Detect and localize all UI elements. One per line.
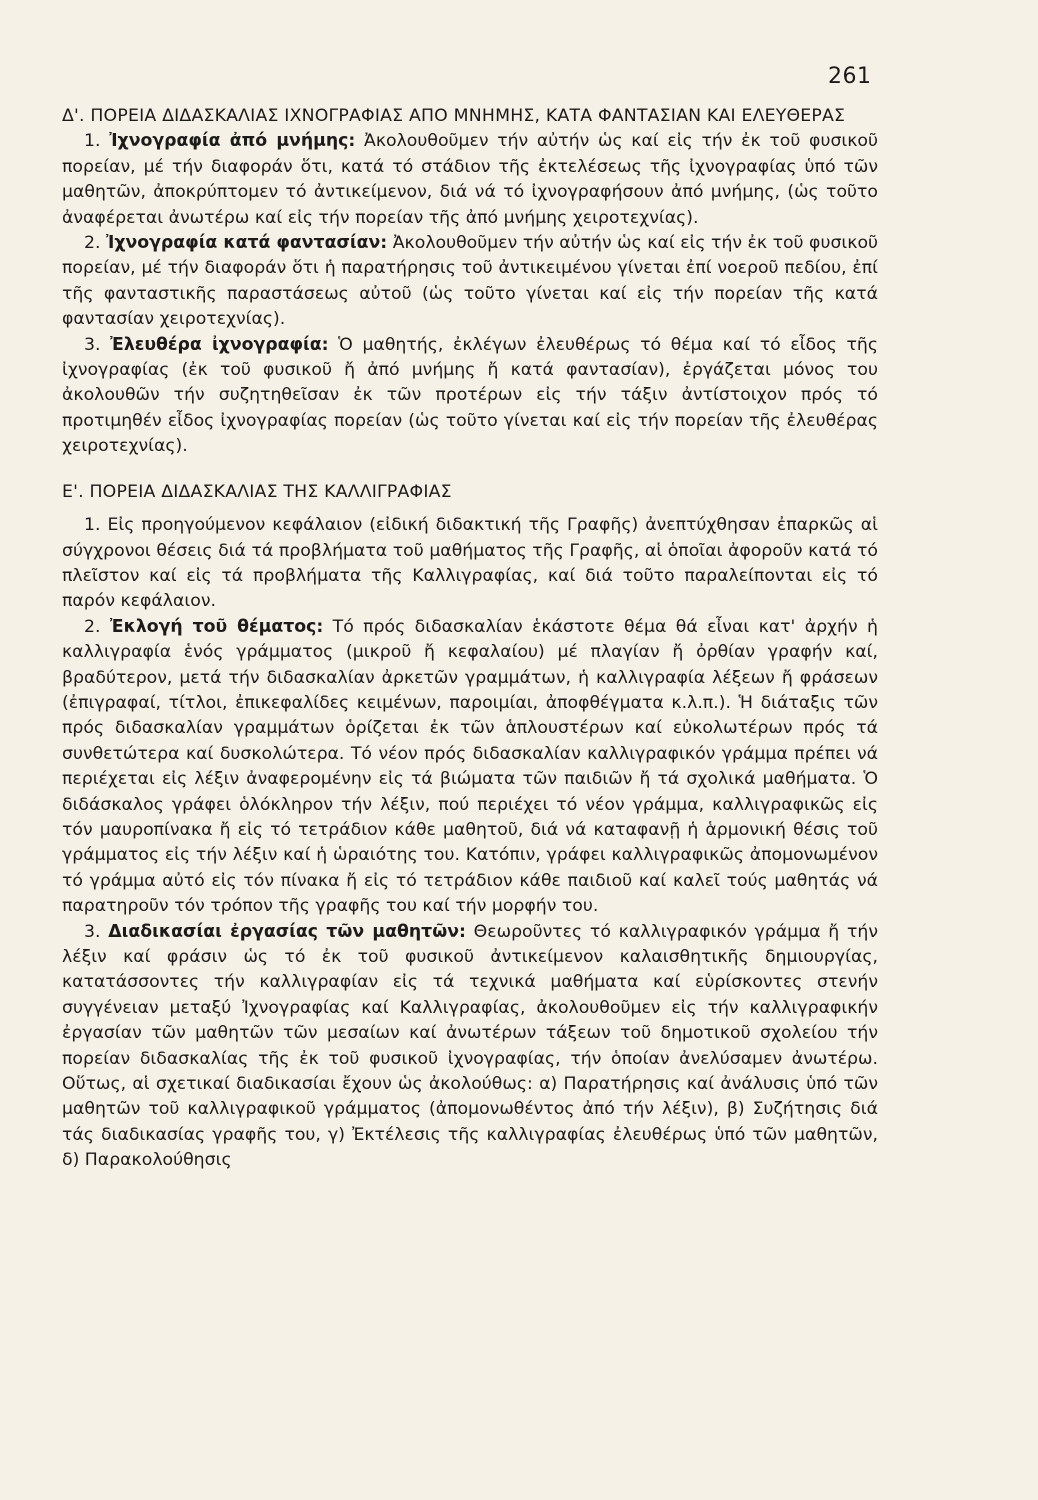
page-number: 261 [828, 64, 872, 89]
page-content [62, 104, 878, 1174]
item-heading: Ἰχνογραφία ἀπό μνήμης: [109, 131, 356, 152]
section-e-title: Ε'. ΠΟΡΕΙΑ ΔΙΔΑΣΚΑΛΙΑΣ ΤΗΣ ΚΑΛΛΙΓΡΑΦΙΑΣ [62, 481, 452, 502]
section-e-item-2 [62, 615, 878, 920]
item-text: Θεωροῦντες τό καλλιγραφικόν γράμμα ἤ τήν λέξιν καί φράσιν ὡς τό ἐκ τοῦ φυσικοῦ ἀντικείμενον καλαισθητικῆς δημιουργίας, κατατάσσοντες τήν καλλιγραφίαν εἰς τά τεχνικά μαθήματα καί εὑρίσκοντες στενήν συγγένειαν μεταξύ Ἰχνογραφίας καί Καλλιγραφίας, ἀκολουθοῦμεν εἰς τήν καλλιγραφικήν ἐργασίαν τῶν μαθητῶν τῶν μεσαίων καί ἀνωτέρων τάξεων τοῦ δημοτικοῦ σχολείου τήν πορείαν διδασκαλίας τῆς ἐκ τοῦ φυσικοῦ ἰχνογραφίας, τήν ὁποίαν ἀνελύσαμεν ἀνωτέρω. Οὕτως, αἱ σχετικαί διαδικασίαι ἔχουν ὡς ἀκολούθως: α) Παρατήρησις καί ἀνάλυσις ὑπό τῶν μαθητῶν τοῦ καλλιγραφικοῦ γράμματος (ἀπομονωθέντος ἀπό τήν λέξιν), β) Συζήτησις διά τάς διαδικασίας γραφῆς του, γ) Ἐκτέλεσις τῆς καλλιγραφίας ἐλευθέρως ὑπό τῶν μαθητῶν, δ) Παρακολούθησις [62, 921, 878, 1171]
section-d-title: Δ'. ΠΟΡΕΙΑ ΔΙΔΑΣΚΑΛΙΑΣ ΙΧΝΟΓΡΑΦΙΑΣ ΑΠΟ ΜΝΗΜΗΣ, ΚΑΤΑ ΦΑΝΤΑΣΙΑΝ ΚΑΙ ΕΛΕΥΘΕΡΑΣ [62, 106, 846, 126]
item-number: 2. [84, 233, 101, 254]
section-e-item-3 [62, 920, 878, 1174]
item-text: Τό πρός διδασκαλίαν ἑκάστοτε θέμα θά εἶναι κατ' ἀρχήν ἡ καλλιγραφία ἑνός γράμματος (μικροῦ ἤ κεφαλαίου) μέ πλαγίαν ἤ ὀρθίαν γραφήν καί, βραδύτερον, μετά τήν διδασκαλίαν ἀρκετῶν γραμμάτων, ἡ καλλιγραφία λέξεων ἤ φράσεων (ἐπιγραφαί, τίτλοι, ἐπικεφαλίδες κειμένων, παροιμίαι, ἀποφθέγματα κ.λ.π.). Ἡ διάταξις τῶν πρός διδασκαλίαν γραμμάτων ὁρίζεται ἐκ τῶν ἁπλουστέρων καί εὐκολωτέρων πρός τά συνθετώτερα καί δυσκολώτερα. Τό νέον πρός διδασκαλίαν καλλιγραφικόν γράμμα πρέπει νά περιέχεται εἰς λέξιν ἀναφερομένην εἰς τά βιώματα τῶν παιδιῶν ἤ τά σχολικά μαθήματα. Ὁ διδάσκαλος γράφει ὁλόκληρον τήν λέξιν, πού περιέχει τό νέον γράμμα, καλλιγραφικῶς εἰς τόν μαυροπίνακα ἤ εἰς τό τετράδιον κάθε μαθητοῦ, διά νά καταφανῇ ἡ ἁρμονική θέσις τοῦ γράμματος εἰς τήν λέξιν καί ἡ ὡραιότης του. Κατόπιν, γράφει καλλιγραφικῶς ἀπομονωμένον τό γράμμα αὐτό εἰς τόν πίνακα ἤ εἰς τό τετράδιον κάθε παιδιοῦ καί καλεῖ τούς μαθητάς νά παρατηροῦν τόν τρόπον τῆς γραφῆς του καί τήν μορφήν του. [62, 616, 878, 917]
item-text: Εἰς προηγούμενον κεφάλαιον (εἰδική διδακτική τῆς Γραφῆς) ἀνεπτύχθησαν ἐπαρκῶς αἱ σύγχρονοι θέσεις διά τά προβλήματα τοῦ μαθήματος τῆς Γραφῆς, αἱ ὁποῖαι ἀφοροῦν κατά τό πλεῖστον καί εἰς τά προβλήματα τῆς Καλλιγραφίας, καί διά τοῦτο παραλείπονται εἰς τό παρόν κεφάλαιον. [62, 515, 878, 612]
item-heading: Ἐλευθέρα ἰχνογραφία: [110, 334, 329, 355]
item-number: 3. [84, 921, 101, 942]
item-text: Ἀκολουθοῦμεν τήν αὐτήν ὡς καί εἰς τήν ἐκ τοῦ φυσικοῦ πορείαν, μέ τήν διαφοράν ὅτι, κατά τό στάδιον τῆς ἐκτελέσεως τῆς ἰχνογραφίας ὑπό τῶν μαθητῶν, ἀποκρύπτομεν τό ἀντικείμενον, διά νά τό ἰχνογραφήσουν ἀπό μνήμης, (ὡς τοῦτο ἀναφέρεται ἀνωτέρω καί εἰς τήν πορείαν τῆς ἀπό μνήμης χειροτεχνίας). [62, 131, 878, 228]
item-heading: Ἐκλογή τοῦ θέματος: [109, 616, 324, 637]
item-text: Ὁ μαθητής, ἐκλέγων ἐλευθέρως τό θέμα καί τό εἶδος τῆς ἰχνογραφίας (ἐκ τοῦ φυσικοῦ ἤ ἀπό μνήμης ἤ κατά φαντασίαν), ἐργάζεται μόνος του ἀκολουθῶν τήν συζητηθεῖσαν ἐκ τῶν προτέρων εἰς τήν τάξιν ἀντίστοιχον πρός τό προτιμηθέν εἶδος ἰχνογραφίας πορείαν (ὡς τοῦτο γίνεται καί εἰς τήν πορείαν τῆς ἐλευθέρας χειροτεχνίας). [62, 334, 878, 457]
section-d-item-3 [62, 333, 878, 460]
item-number: 3. [84, 334, 101, 355]
section-d-item-1 [62, 129, 878, 231]
section-d-item-2 [62, 231, 878, 333]
item-number: 2. [84, 616, 101, 637]
item-number: 1. [84, 131, 101, 152]
item-number: 1. [84, 515, 101, 536]
item-heading: Ἰχνογραφία κατά φαντασίαν: [106, 233, 388, 254]
item-heading: Διαδικασίαι ἐργασίας τῶν μαθητῶν: [108, 921, 466, 942]
section-e-item-1 [62, 513, 878, 615]
item-text: Ἀκολουθοῦμεν τήν αὐτήν ὡς καί εἰς τήν ἐκ τοῦ φυσικοῦ πορείαν, μέ τήν διαφοράν ὅτι ἡ παρατήρησις τοῦ ἀντικειμένου γίνεται ἐπί νοεροῦ πεδίου, ἐπί τῆς φανταστικῆς παραστάσεως αὐτοῦ (ὡς τοῦτο γίνεται καί εἰς τήν πορείαν τῆς κατά φαντασίαν χειροτεχνίας). [62, 233, 879, 330]
